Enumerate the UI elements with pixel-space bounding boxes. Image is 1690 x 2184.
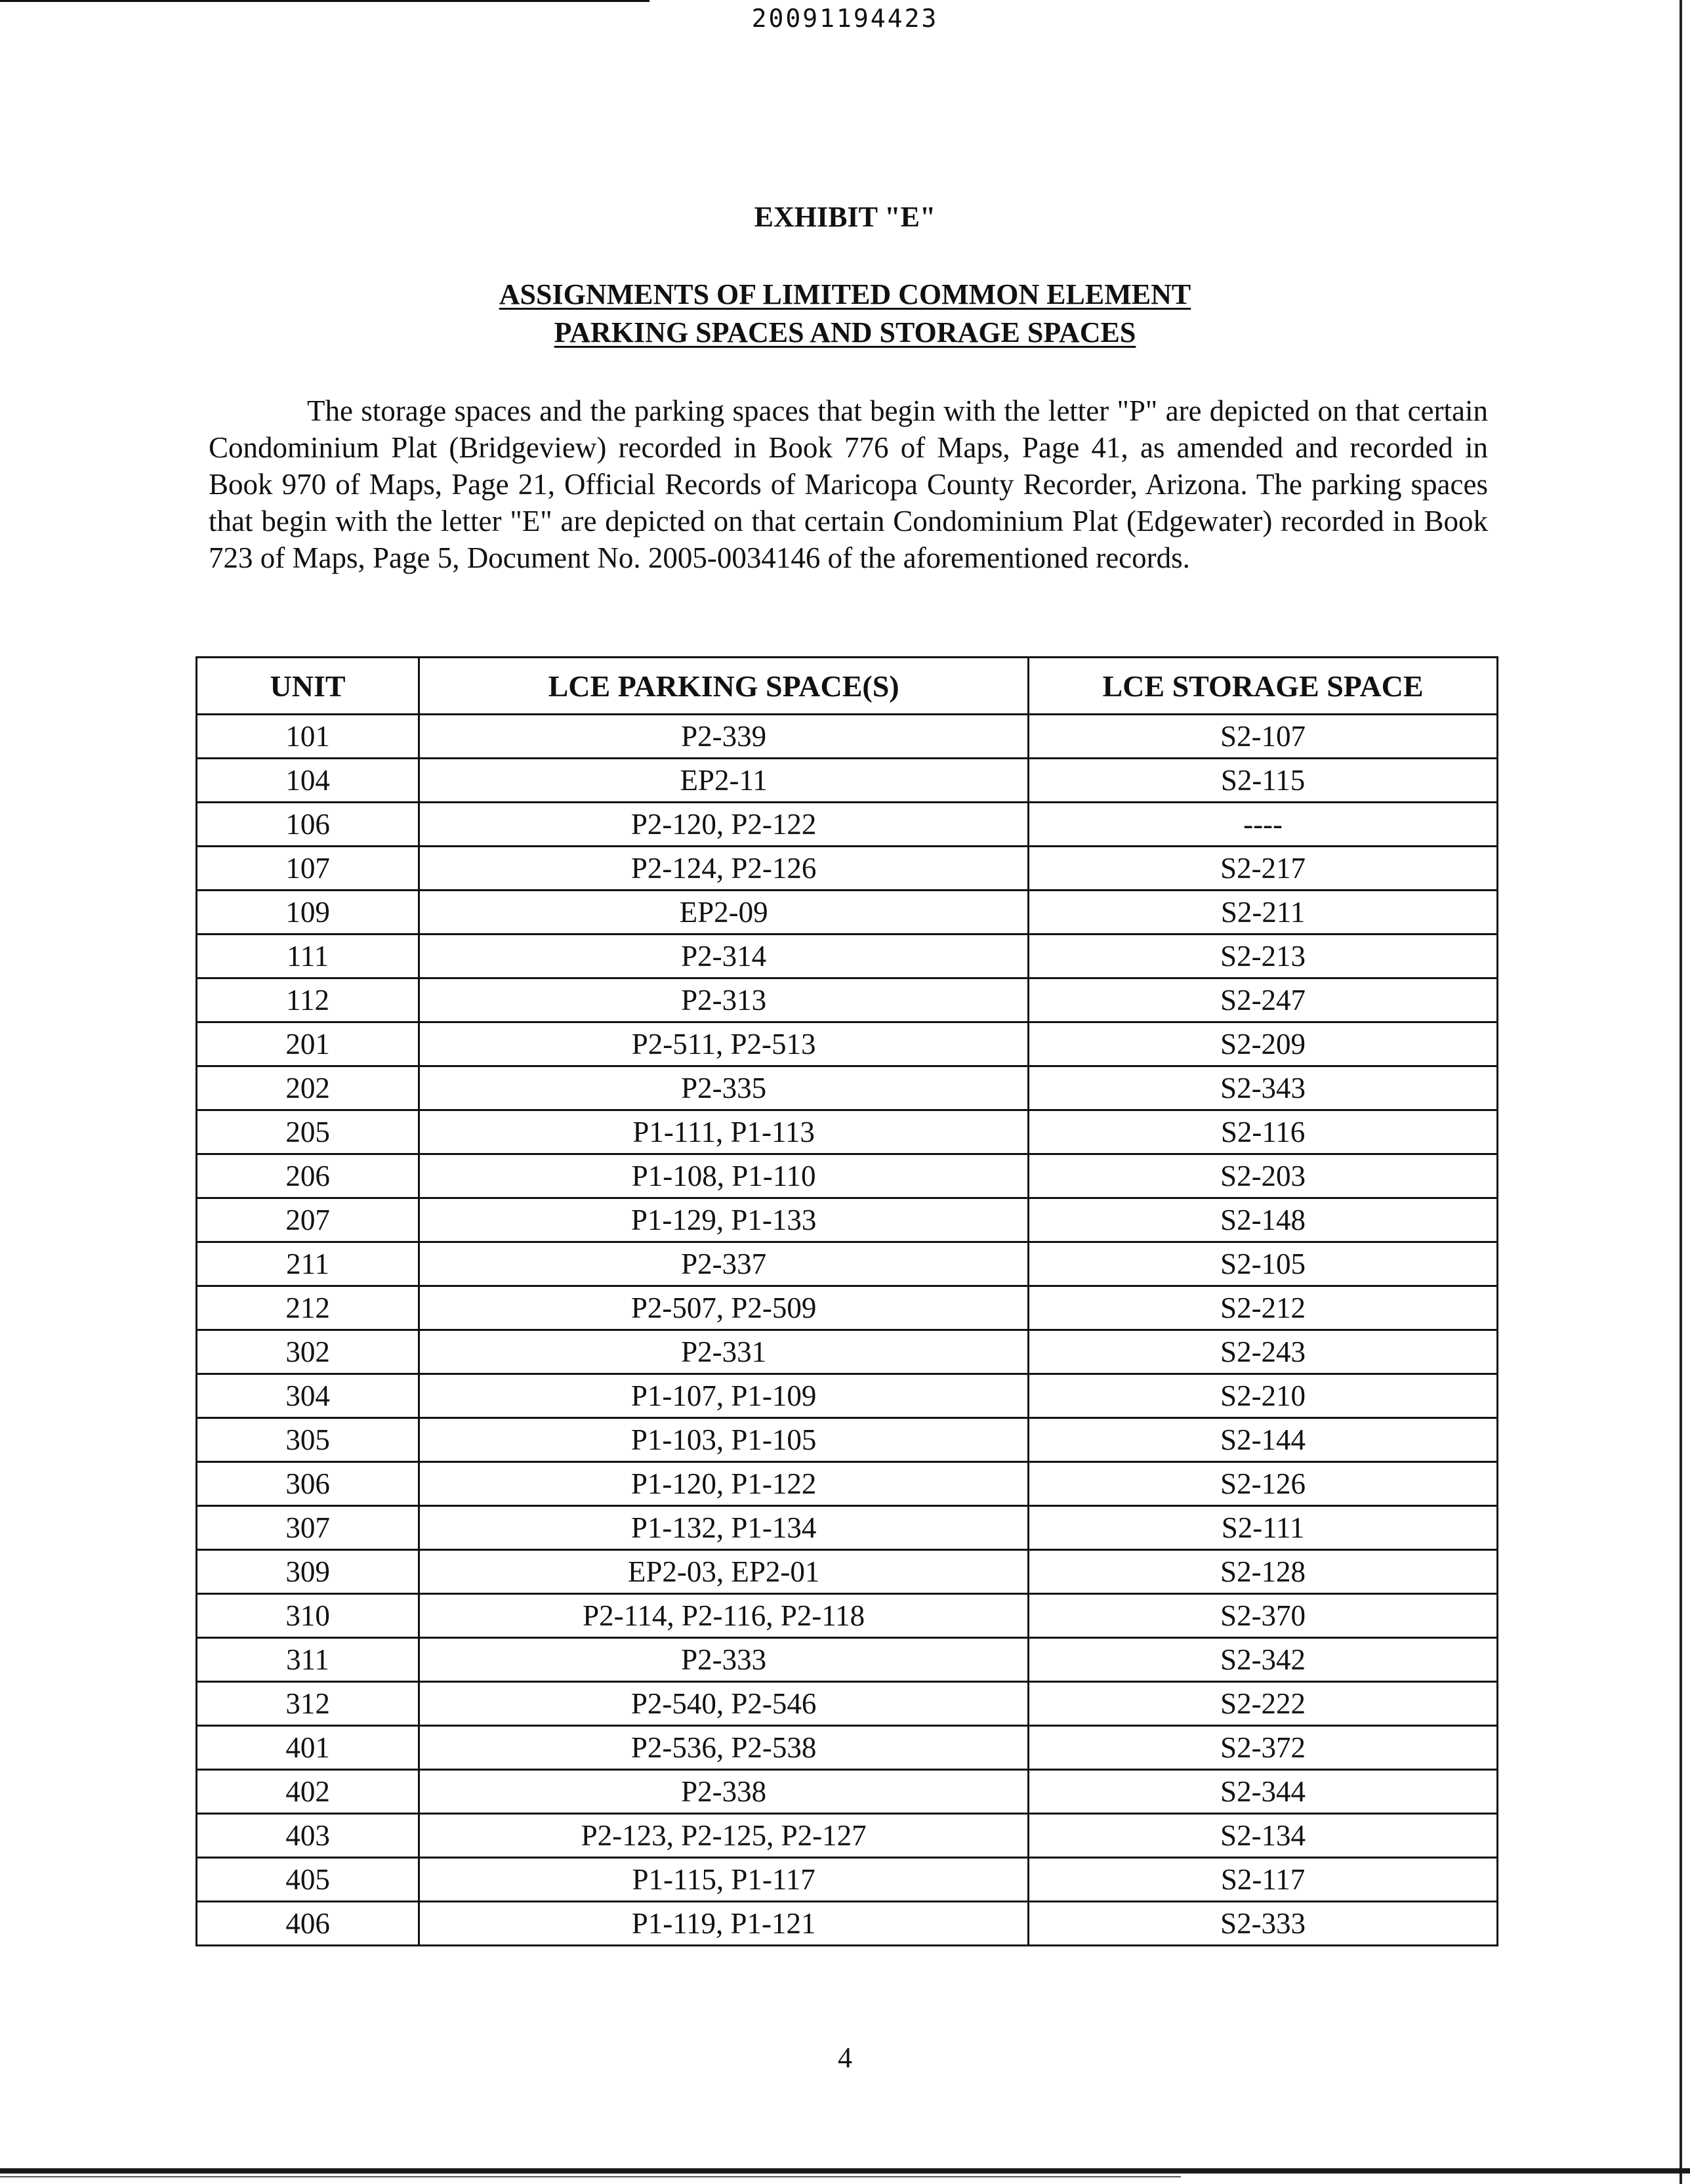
unit-cell: 307 (197, 1506, 419, 1550)
unit-cell: 402 (197, 1770, 419, 1814)
parking-cell: P1-132, P1-134 (419, 1506, 1029, 1550)
header-parking-spaces: LCE PARKING SPACE(S) (419, 658, 1029, 715)
parking-cell: EP2-09 (419, 891, 1029, 934)
unit-cell: 101 (197, 715, 419, 759)
unit-cell: 403 (197, 1814, 419, 1858)
storage-cell: S2-217 (1029, 847, 1498, 891)
storage-cell: S2-247 (1029, 978, 1498, 1022)
table-row (197, 1330, 1498, 1374)
unit-cell: 104 (197, 759, 419, 803)
table-row (197, 847, 1498, 891)
storage-cell: ---- (1029, 803, 1498, 847)
table-row (197, 1242, 1498, 1286)
parking-cell: P2-120, P2-122 (419, 803, 1029, 847)
unit-cell: 405 (197, 1858, 419, 1902)
heading-line-1: ASSIGNMENTS OF LIMITED COMMON ELEMENT (499, 278, 1191, 310)
storage-cell: S2-210 (1029, 1374, 1498, 1418)
unit-cell: 107 (197, 847, 419, 891)
table-row (197, 1550, 1498, 1594)
parking-cell: P2-339 (419, 715, 1029, 759)
table-row (197, 978, 1498, 1022)
storage-cell: S2-148 (1029, 1198, 1498, 1242)
table-row (197, 1682, 1498, 1726)
unit-cell: 311 (197, 1638, 419, 1682)
table-row (197, 1066, 1498, 1110)
scan-bottom-border-thin (0, 2176, 1181, 2177)
parking-cell: P2-507, P2-509 (419, 1286, 1029, 1330)
storage-cell: S2-126 (1029, 1462, 1498, 1506)
storage-cell: S2-211 (1029, 891, 1498, 934)
table-header-row (197, 658, 1498, 715)
parking-cell: P2-536, P2-538 (419, 1726, 1029, 1770)
parking-cell: P1-115, P1-117 (419, 1858, 1029, 1902)
unit-cell: 309 (197, 1550, 419, 1594)
parking-cell: P2-123, P2-125, P2-127 (419, 1814, 1029, 1858)
scan-bottom-border (0, 2168, 1690, 2174)
parking-cell: P2-333 (419, 1638, 1029, 1682)
table-row (197, 1110, 1498, 1154)
table-row (197, 759, 1498, 803)
table-row (197, 1462, 1498, 1506)
unit-cell: 406 (197, 1902, 419, 1946)
intro-paragraph: The storage spaces and the parking spaces that begin with the letter "P" are depicted on that certain Condominium Plat (Bridgeview) recorded in Book 776 of Maps, Page 41, as amended and recorded in Book 970 of Maps, Page 21, Official Records of Maricopa County Recorder, Arizona. The parking spaces that begin with the letter "E" are depicted on that certain Condominium Plat (Edgewater) recorded in Book 723 of Maps, Page 5, Document No. 2005-0034146 of the aforementioned records. (209, 394, 1488, 574)
unit-cell: 112 (197, 978, 419, 1022)
unit-cell: 211 (197, 1242, 419, 1286)
unit-cell: 111 (197, 934, 419, 978)
table-row (197, 1506, 1498, 1550)
parking-cell: P2-124, P2-126 (419, 847, 1029, 891)
table-row (197, 1418, 1498, 1462)
table-row (197, 1814, 1498, 1858)
table-row (197, 1154, 1498, 1198)
storage-cell: S2-370 (1029, 1594, 1498, 1638)
parking-cell: P1-120, P1-122 (419, 1462, 1029, 1506)
table-row (197, 891, 1498, 934)
unit-cell: 201 (197, 1022, 419, 1066)
storage-cell: S2-105 (1029, 1242, 1498, 1286)
parking-cell: P1-129, P1-133 (419, 1198, 1029, 1242)
unit-cell: 310 (197, 1594, 419, 1638)
unit-cell: 302 (197, 1330, 419, 1374)
unit-cell: 306 (197, 1462, 419, 1506)
unit-cell: 305 (197, 1418, 419, 1462)
unit-cell: 202 (197, 1066, 419, 1110)
parking-cell: EP2-03, EP2-01 (419, 1550, 1029, 1594)
heading-line-2: PARKING SPACES AND STORAGE SPACES (554, 316, 1136, 348)
storage-cell: S2-209 (1029, 1022, 1498, 1066)
storage-cell: S2-111 (1029, 1506, 1498, 1550)
table-row (197, 1022, 1498, 1066)
table-row (197, 1902, 1498, 1946)
storage-cell: S2-342 (1029, 1638, 1498, 1682)
parking-cell: P1-111, P1-113 (419, 1110, 1029, 1154)
parking-cell: P2-540, P2-546 (419, 1682, 1029, 1726)
storage-cell: S2-333 (1029, 1902, 1498, 1946)
unit-cell: 401 (197, 1726, 419, 1770)
storage-cell: S2-213 (1029, 934, 1498, 978)
parking-cell: P1-103, P1-105 (419, 1418, 1029, 1462)
parking-cell: P2-114, P2-116, P2-118 (419, 1594, 1029, 1638)
header-unit: UNIT (197, 658, 419, 715)
scan-top-border (0, 0, 649, 2)
unit-cell: 106 (197, 803, 419, 847)
unit-cell: 205 (197, 1110, 419, 1154)
unit-cell: 109 (197, 891, 419, 934)
parking-cell: P2-338 (419, 1770, 1029, 1814)
storage-cell: S2-144 (1029, 1418, 1498, 1462)
storage-cell: S2-212 (1029, 1286, 1498, 1330)
document-number: 20091194423 (751, 4, 939, 33)
unit-cell: 207 (197, 1198, 419, 1242)
parking-cell: P2-331 (419, 1330, 1029, 1374)
storage-cell: S2-372 (1029, 1726, 1498, 1770)
parking-cell: P2-337 (419, 1242, 1029, 1286)
unit-cell: 312 (197, 1682, 419, 1726)
table-row (197, 715, 1498, 759)
storage-cell: S2-203 (1029, 1154, 1498, 1198)
table-row (197, 1638, 1498, 1682)
storage-cell: S2-243 (1029, 1330, 1498, 1374)
parking-cell: P1-107, P1-109 (419, 1374, 1029, 1418)
parking-cell: P1-108, P1-110 (419, 1154, 1029, 1198)
storage-cell: S2-343 (1029, 1066, 1498, 1110)
unit-cell: 212 (197, 1286, 419, 1330)
storage-cell: S2-115 (1029, 759, 1498, 803)
table-row (197, 1374, 1498, 1418)
parking-cell: P1-119, P1-121 (419, 1902, 1029, 1946)
table-row (197, 934, 1498, 978)
parking-cell: P2-335 (419, 1066, 1029, 1110)
unit-cell: 206 (197, 1154, 419, 1198)
table-row (197, 1858, 1498, 1902)
table-row (197, 1286, 1498, 1330)
parking-cell: P2-511, P2-513 (419, 1022, 1029, 1066)
parking-cell: P2-314 (419, 934, 1029, 978)
storage-cell: S2-117 (1029, 1858, 1498, 1902)
table-row (197, 1726, 1498, 1770)
unit-cell: 304 (197, 1374, 419, 1418)
table-body (197, 715, 1498, 1946)
page-number: 4 (838, 2042, 852, 2074)
parking-cell: EP2-11 (419, 759, 1029, 803)
table-row (197, 1198, 1498, 1242)
table-row (197, 803, 1498, 847)
storage-cell: S2-222 (1029, 1682, 1498, 1726)
header-storage-space: LCE STORAGE SPACE (1029, 658, 1498, 715)
storage-cell: S2-344 (1029, 1770, 1498, 1814)
table-row (197, 1594, 1498, 1638)
storage-cell: S2-116 (1029, 1110, 1498, 1154)
lce-assignments-table (196, 656, 1498, 1946)
exhibit-title: EXHIBIT "E" (754, 201, 936, 233)
storage-cell: S2-134 (1029, 1814, 1498, 1858)
table-row (197, 1770, 1498, 1814)
parking-cell: P2-313 (419, 978, 1029, 1022)
storage-cell: S2-107 (1029, 715, 1498, 759)
storage-cell: S2-128 (1029, 1550, 1498, 1594)
